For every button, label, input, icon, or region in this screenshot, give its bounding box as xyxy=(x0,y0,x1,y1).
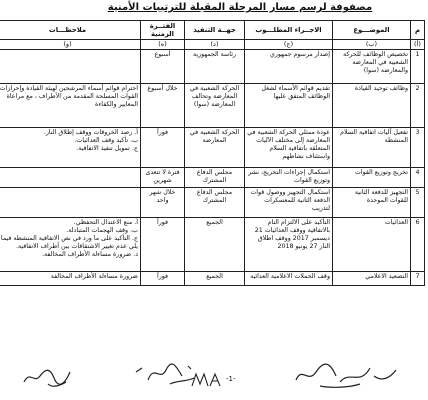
header-number: م xyxy=(411,21,425,40)
table-row xyxy=(0,187,425,217)
row-subject: تخريج وتوزيع القوات xyxy=(333,167,411,187)
header-action: الاجــراء المطلـــوب xyxy=(245,21,333,40)
row-notes: احترام قوائم أسماء المرشحين لهيئة القيادة وإحرازات القوات المسلحة المقدمة من الأطراف ، مع مراعاة المعايير والكفاءة xyxy=(0,83,141,127)
row-period: فوراً xyxy=(141,127,185,167)
letter-c: (ج) xyxy=(245,40,333,49)
row-party: الحركة الشعبية في المعارضة xyxy=(185,127,245,167)
row-party: مجلس الدفاع المشترك xyxy=(185,187,245,217)
row-action: التأكيد على الالتزام التام بالاتفاقية ووقف العدائيات 21 ديسمبر 2017 ووقف اطلاق النار 27 يونيو 2018 xyxy=(245,217,333,271)
row-notes: أ. منع الاعتدال التحفظي. ب. وقف الهجمات المتبادلة. ج. التأكيد على ما ورد في نص الاتفاقية المنشطة فيما يلي عدم تغيير الاشتقاقات بين أطراف الاتفاقية. د. ضرورة مساءلة الأطراف المخالفة. xyxy=(0,217,141,271)
row-number: 1 xyxy=(411,49,425,83)
row-subject: التجهيز للدفعة الثانية للقوات الموحدة xyxy=(333,187,411,217)
table-row xyxy=(0,49,425,83)
letter-b: (ب) xyxy=(333,40,411,49)
row-action: عودة ممثلي الحركة الشعبية في المعارضة إلى مختلف الآليات المتعلقة باتفاقية السلام واستئناف نشاطهم xyxy=(245,127,333,167)
row-subject: تفعيل آليات اتفاقية السلام المنشطة xyxy=(333,127,411,167)
table-row xyxy=(0,167,425,187)
row-period: فترة لا تتعدى شهرين xyxy=(141,167,185,187)
row-notes: ضرورة مساءلة الأطراف المخالفة xyxy=(0,271,141,285)
row-notes xyxy=(0,187,141,217)
row-period: فوراً xyxy=(141,271,185,285)
row-period: خلال أسبوع xyxy=(141,83,185,127)
row-subject: وظائف توحيد القيادة xyxy=(333,83,411,127)
row-action: إصدار مرسوم جمهوري xyxy=(245,49,333,83)
table-row xyxy=(0,217,425,271)
table-row xyxy=(0,127,425,167)
letter-d: (د) xyxy=(185,40,245,49)
row-action: وقف الحملات الاعلامية العدائية xyxy=(245,271,333,285)
row-party: الجميع xyxy=(185,271,245,285)
row-notes: أ. رصد الخروقات ووقف إطلاق النار. ب. تأكيد وقف العدائيات. ج. تمويل تنفيذ الاتفاقية. xyxy=(0,127,141,167)
table-row xyxy=(0,83,425,127)
row-party: الحركة الشعبية في المعارضة وتحالف المعارضة (سوا) xyxy=(185,83,245,127)
row-number: 4 xyxy=(411,167,425,187)
header-notes: ملاحظـــات xyxy=(0,21,141,40)
row-party: الجميع xyxy=(185,217,245,271)
header-period: الفتــرة الزمنية xyxy=(141,21,185,40)
letter-a: (أ) xyxy=(411,40,425,49)
row-subject: التصعيد الاعلامي xyxy=(333,271,411,285)
letters-row xyxy=(0,40,425,49)
letter-e: (ه) xyxy=(141,40,185,49)
initials-signature xyxy=(190,370,222,390)
row-notes xyxy=(0,49,141,83)
row-action: استكمال إجراءات التخريج، نشر وتوزيع القوات xyxy=(245,167,333,187)
row-number: 6 xyxy=(411,217,425,271)
page-number: -1- xyxy=(226,375,236,383)
signature-left xyxy=(20,362,82,390)
header-row xyxy=(0,21,425,40)
row-action: تقديم قوائم الأسماء لشغل الوظائف المتفق عليها xyxy=(245,83,333,127)
row-party: مجلس الدفاع المشترك xyxy=(185,167,245,187)
signature-right xyxy=(290,356,400,392)
row-party: رئاسة الجمهورية xyxy=(185,49,245,83)
row-period: خلال شهر واحد xyxy=(141,187,185,217)
row-number: 3 xyxy=(411,127,425,167)
row-number: 7 xyxy=(411,271,425,285)
document-title: مصفوفة لرسم مسار المرحلة المقبلة للترتيبات الأمنية xyxy=(107,2,373,13)
row-number: 2 xyxy=(411,83,425,127)
header-party: جهــة التنفيذ xyxy=(185,21,245,40)
row-notes xyxy=(0,167,141,187)
letter-f: (و) xyxy=(0,40,141,49)
row-period: أسبوع xyxy=(141,49,185,83)
row-number: 5 xyxy=(411,187,425,217)
row-period: فوراً xyxy=(141,217,185,271)
header-subject: الموضـــوع xyxy=(333,21,411,40)
row-subject: العدائيات xyxy=(333,217,411,271)
row-subject: تخصيص الوظائف للحركة الشعبية في المعارضة والمعارضة (سوا) xyxy=(333,49,411,83)
matrix-table xyxy=(0,20,425,286)
table-row xyxy=(0,271,425,285)
row-action: استكمال التجهيز ووصول قوات الدفعة الثانية للمعسكرات لتدريب xyxy=(245,187,333,217)
